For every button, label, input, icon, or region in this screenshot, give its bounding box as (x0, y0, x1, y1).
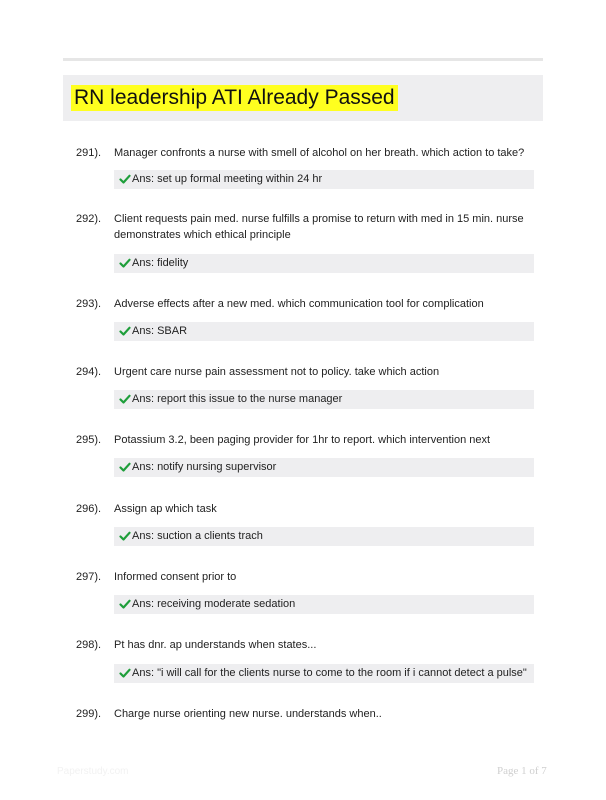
answer-text: Ans: suction a clients trach (132, 530, 263, 542)
question-number: 298). (76, 639, 102, 651)
page-title: RN leadership ATI Already Passed (71, 85, 398, 111)
question-text: Pt has dnr. ap understands when states... (114, 639, 317, 651)
question-number: 297). (76, 571, 102, 583)
check-icon (119, 173, 131, 185)
answer-text: Ans: SBAR (132, 325, 188, 337)
check-icon (119, 598, 131, 610)
answer-box (114, 322, 534, 341)
question-number: 295). (76, 434, 102, 446)
question-number: 299). (76, 708, 102, 720)
check-icon (119, 530, 131, 542)
question-text: Client requests pain med. nurse fulfills a promise to return with med in 15 min. nurse demonstrates which ethical principle (114, 213, 524, 241)
check-icon (119, 667, 131, 679)
check-icon (119, 257, 131, 269)
answer-box (114, 254, 534, 273)
question-text: Charge nurse orienting new nurse. understands when.. (114, 708, 382, 720)
check-icon (119, 393, 131, 405)
page-number: Page 1 of 7 (497, 765, 547, 777)
answer-text: Ans: report this issue to the nurse manager (132, 393, 343, 405)
answer-box (114, 170, 534, 189)
check-icon (119, 461, 131, 473)
question-number: 294). (76, 366, 102, 378)
check-icon (119, 325, 131, 337)
answer-box (114, 527, 534, 546)
question-text: Manager confronts a nurse with smell of alcohol on her breath. which action to take? (114, 147, 525, 159)
answer-text: Ans: notify nursing supervisor (132, 461, 277, 473)
answer-text: Ans: set up formal meeting within 24 hr (132, 173, 323, 185)
answer-box (114, 664, 534, 683)
question-text: Potassium 3.2, been paging provider for 1hr to report. which intervention next (114, 434, 491, 446)
answer-text: Ans: receiving moderate sedation (132, 598, 296, 610)
question-text: Informed consent prior to (114, 571, 237, 583)
answer-text: Ans: "i will call for the clients nurse to come to the room if i cannot detect a pulse" (132, 667, 527, 679)
answer-text: Ans: fidelity (132, 257, 189, 269)
answer-box (114, 390, 534, 409)
question-text: Adverse effects after a new med. which communication tool for complication (114, 298, 484, 310)
footer-watermark: Paperstudy.com (57, 766, 129, 777)
answer-box (114, 595, 534, 614)
question-number: 292). (76, 213, 102, 225)
question-number: 291). (76, 147, 102, 159)
question-text: Urgent care nurse pain assessment not to policy. take which action (114, 366, 440, 378)
answer-box (114, 458, 534, 477)
question-number: 296). (76, 503, 102, 515)
question-text: Assign ap which task (114, 503, 217, 515)
question-number: 293). (76, 298, 102, 310)
